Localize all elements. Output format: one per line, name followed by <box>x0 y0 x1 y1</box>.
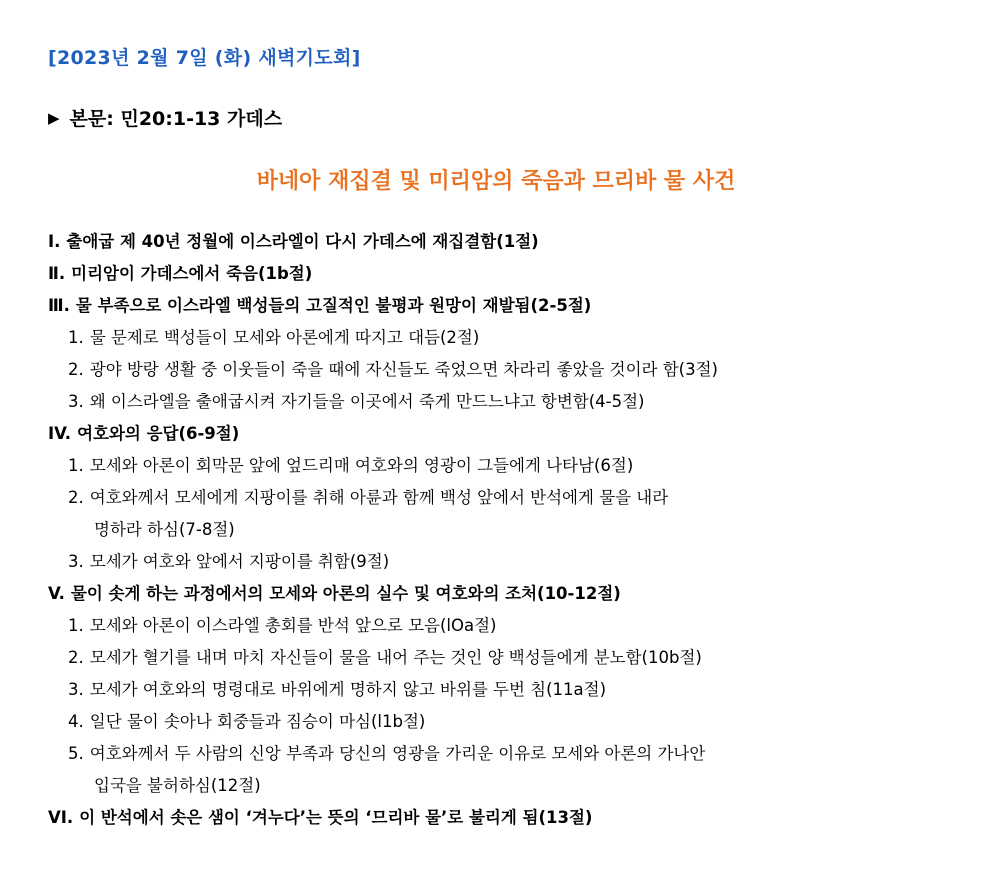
outline-subitem <box>48 548 948 580</box>
outline-heading <box>48 804 948 836</box>
outline-number: Ⅲ. <box>48 296 70 315</box>
outline-number: VI. <box>48 808 74 827</box>
outline-continuation <box>48 516 948 548</box>
outline-subitem <box>48 324 948 356</box>
outline-text: 물 문제로 백성들이 모세와 아론에게 따지고 대듬(2절) <box>89 328 480 347</box>
scripture-reference <box>48 104 282 131</box>
outline-text: 출애굽 제 40년 정월에 이스라엘이 다시 가데스에 재집결함(1절) <box>66 232 539 251</box>
outline-heading <box>48 420 948 452</box>
outline-number: 4. <box>68 712 84 731</box>
outline-number: 3. <box>68 680 84 699</box>
outline-subitem <box>48 388 948 420</box>
outline-number: 5. <box>68 744 84 763</box>
outline-text: 모세가 혈기를 내며 마치 자신들이 물을 내어 주는 것인 양 백성들에게 분노함(10b절) <box>89 648 702 667</box>
outline-text: 입국을 불허하심(12절) <box>94 776 261 795</box>
outline-heading <box>48 260 948 292</box>
scripture-text: 본문: 민20:1-13 가데스 <box>69 108 283 130</box>
outline-text: 물 부족으로 이스라엘 백성들의 고질적인 불평과 원망이 재발됨(2-5절) <box>75 296 592 315</box>
sermon-title: 바네아 재집결 및 미리암의 죽음과 므리바 물 사건 <box>256 169 736 194</box>
outline-number: 1. <box>68 616 84 635</box>
outline-text: 물이 솟게 하는 과정에서의 모세와 아론의 실수 및 여호와의 조처(10-12절) <box>70 584 621 603</box>
outline-text: 모세와 아론이 이스라엘 총회를 반석 앞으로 모음(lOa절) <box>89 616 497 635</box>
outline-text: 이 반석에서 솟은 샘이 ‘겨누다’는 뜻의 ‘므리바 물’로 불리게 됨(13절) <box>79 808 593 827</box>
outline-number: 3. <box>68 552 84 571</box>
outline-text: 광야 방랑 생활 중 이웃들이 죽을 때에 자신들도 죽었으면 차라리 좋았을 것이라 함(3절) <box>89 360 718 379</box>
outline-heading <box>48 580 948 612</box>
outline-number: 2. <box>68 360 84 379</box>
outline-text: 여호와께서 모세에게 지팡이를 취해 아륜과 함께 백성 앞에서 반석에게 물을 내라 <box>89 488 669 507</box>
outline-subitem <box>48 708 948 740</box>
outline-text: 모세가 여호와의 명령대로 바위에게 명하지 않고 바위를 두번 침(11a절) <box>89 680 607 699</box>
outline-text: 일단 물이 솟아나 회중들과 짐승이 마심(l1b절) <box>89 712 426 731</box>
outline-text: 여호와께서 두 사람의 신앙 부족과 당신의 영광을 가리운 이유로 모세와 아론의 가나안 <box>89 744 706 763</box>
outline-text: 미리암이 가데스에서 죽음(1b절) <box>71 264 313 283</box>
sermon-outline <box>48 228 948 836</box>
play-arrow-icon: ▶ <box>48 109 60 127</box>
outline-number: 2. <box>68 648 84 667</box>
outline-text: 왜 이스라엘을 출애굽시켜 자기들을 이곳에서 죽게 만드느냐고 항변함(4-5절) <box>89 392 645 411</box>
outline-number: 3. <box>68 392 84 411</box>
outline-text: 명하라 하심(7-8절) <box>94 520 235 539</box>
outline-subitem <box>48 356 948 388</box>
service-date-header: [2023년 2월 7일 (화) 새벽기도회] <box>48 47 361 69</box>
outline-heading <box>48 292 948 324</box>
outline-subitem <box>48 612 948 644</box>
outline-subitem <box>48 452 948 484</box>
outline-subitem <box>48 676 948 708</box>
outline-subitem <box>48 644 948 676</box>
outline-number: Ⅱ. <box>48 264 66 283</box>
outline-subitem <box>48 740 948 772</box>
outline-number: 1. <box>68 328 84 347</box>
outline-text: 여호와의 응답(6-9절) <box>77 424 240 443</box>
outline-subitem <box>48 484 948 516</box>
outline-number: IV. <box>48 424 72 443</box>
outline-text: 모세와 아론이 회막문 앞에 엎드리매 여호와의 영광이 그들에게 나타남(6절) <box>89 456 634 475</box>
outline-number: V. <box>48 584 65 603</box>
outline-continuation <box>48 772 948 804</box>
outline-text: 모세가 여호와 앞에서 지팡이를 취함(9절) <box>89 552 390 571</box>
outline-heading <box>48 228 948 260</box>
outline-number: Ⅰ. <box>48 232 61 251</box>
outline-number: 1. <box>68 456 84 475</box>
outline-number: 2. <box>68 488 84 507</box>
